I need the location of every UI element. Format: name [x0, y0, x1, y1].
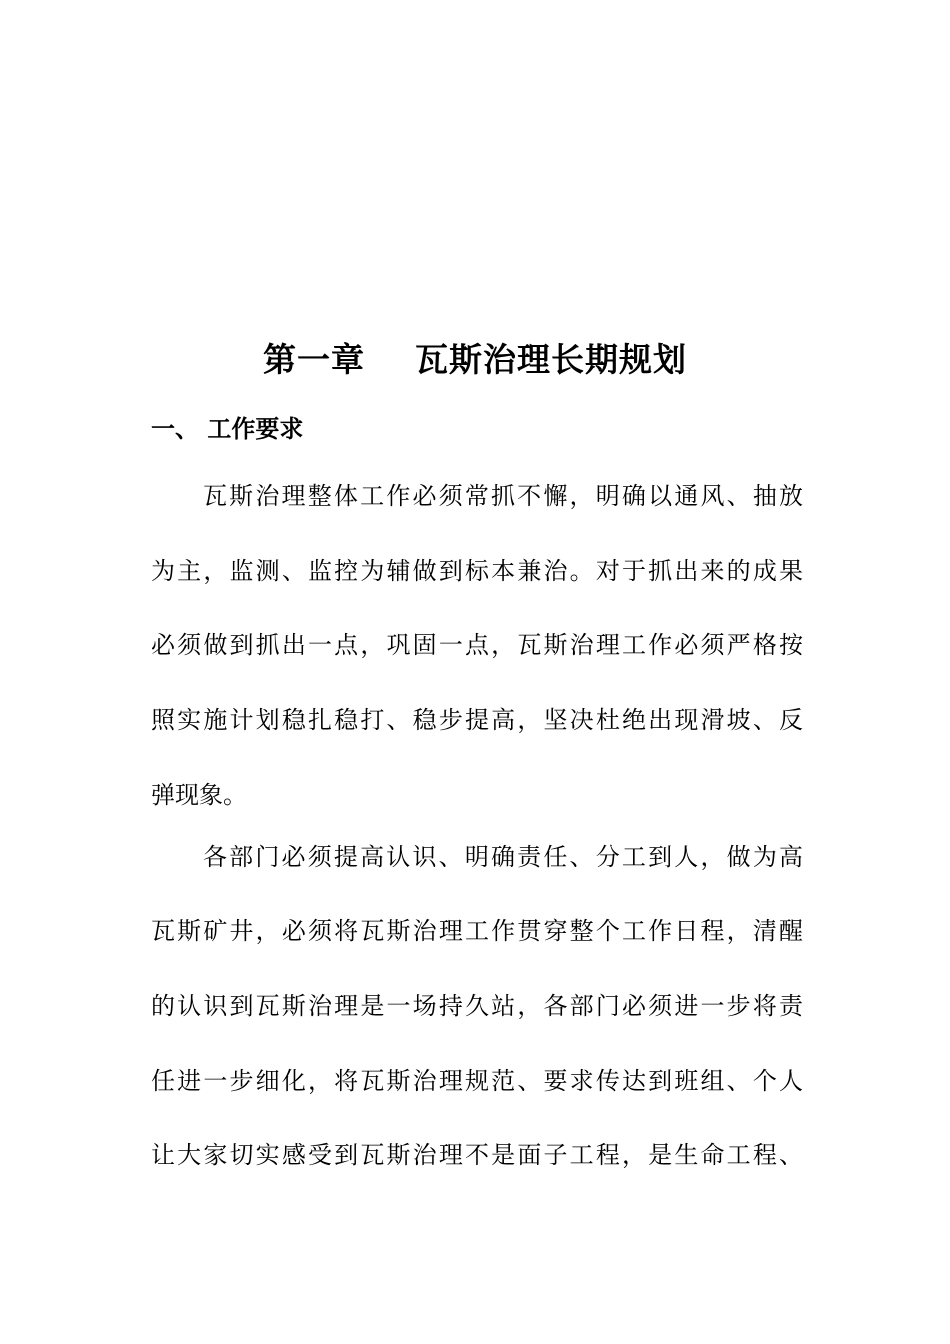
paragraph-line: 必须做到抓出一点，巩固一点，瓦斯治理工作必须严格按: [151, 631, 803, 659]
section-heading: 一、 工作要求: [151, 414, 304, 443]
chapter-title: 第一章 瓦斯治理长期规划: [263, 340, 687, 379]
paragraph-line: 弹现象。: [151, 781, 247, 809]
paragraph-line: 的认识到瓦斯治理是一场持久站，各部门必须进一步将责: [151, 992, 803, 1020]
paragraph-line: 瓦斯矿井，必须将瓦斯治理工作贯穿整个工作日程，清醒: [151, 917, 803, 945]
paragraph-line: 瓦斯治理整体工作必须常抓不懈，明确以通风、抽放: [203, 482, 803, 510]
paragraph-line: 各部门必须提高认识、明确责任、分工到人，做为高: [203, 843, 803, 871]
paragraph-line: 任进一步细化，将瓦斯治理规范、要求传达到班组、个人: [151, 1067, 803, 1095]
paragraph-line: 照实施计划稳扎稳打、稳步提高，坚决杜绝出现滑坡、反: [151, 706, 803, 734]
paragraph-line: 让大家切实感受到瓦斯治理不是面子工程，是生命工程、: [151, 1141, 803, 1169]
paragraph-line: 为主，监测、监控为辅做到标本兼治。对于抓出来的成果: [151, 557, 803, 585]
